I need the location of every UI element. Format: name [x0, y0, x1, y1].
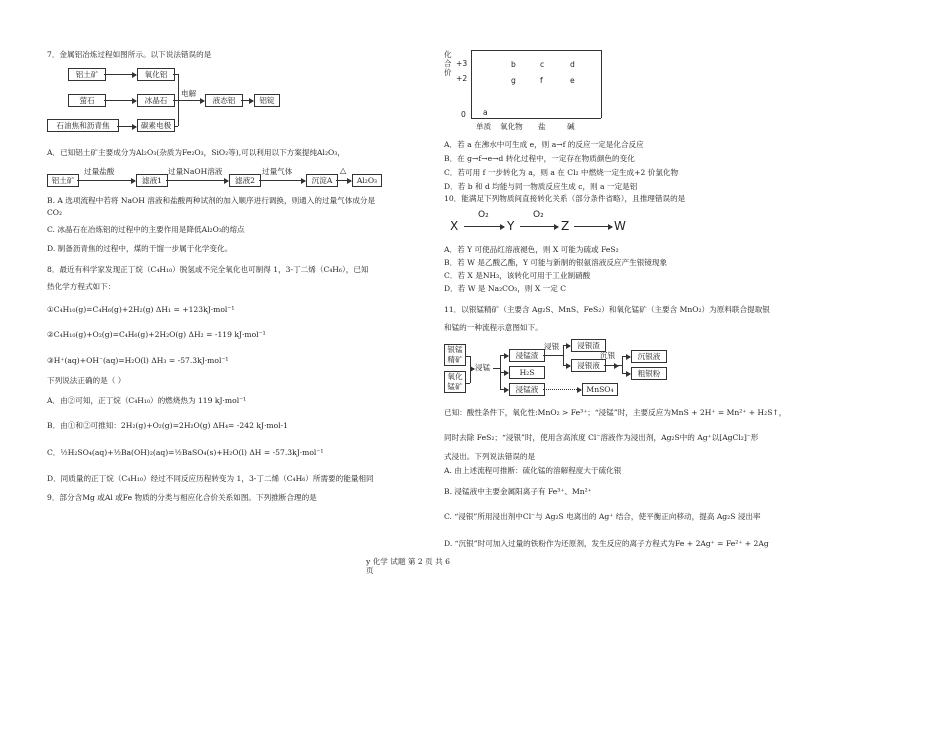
flow-arrow — [117, 126, 136, 127]
flow-arrow — [622, 373, 630, 374]
flow-arrow — [500, 372, 508, 373]
flow-box-fluorite: 萤石 — [68, 94, 106, 107]
flow-box-coke: 石油焦和沥青焦 — [47, 119, 119, 132]
q8-stem-line2: 热化学方程式如下： — [47, 282, 116, 291]
chart-y-tick: +3 — [456, 59, 468, 68]
q8-option-c: C．½H₂SO₄(aq)+½Ba(OH)₂(aq)=½BaSO₄(s)+H₂O(l) ΔH = -57.3kJ·mol⁻¹ — [47, 448, 324, 457]
q11-option-d: D. “沉银”时可加入过量的铁粉作为还原剂，发生反应的离子方程式为Fe + 2Ag⁺ = Fe²⁺ + 2Ag — [444, 539, 769, 548]
flow-arrow — [500, 355, 508, 356]
flow11-ag-leachate: 浸银液 — [571, 359, 606, 372]
flow-box-liquid-al: 液态铝 — [205, 94, 243, 107]
flow-arrow — [563, 365, 570, 366]
chart-frame-top — [471, 50, 601, 51]
q8-equation-3: ③H⁺(aq)+OH⁻(aq)=H₂O(l) ΔH₃ = -57.3kJ·mol⁻¹ — [47, 356, 229, 365]
flow11-mn-residue: 浸锰渣 — [509, 349, 545, 362]
q11-option-a: A. 由上述流程可推断：硫化锰的溶解程度大于硫化银 — [444, 466, 622, 475]
flow-dotted-line — [543, 389, 577, 390]
q11-option-b: B. 浸锰液中主要金属阳离子有 Fe³⁺、Mn²⁺ — [444, 487, 592, 496]
q7-option-b-line2: CO₂ — [47, 208, 63, 217]
flow-line — [543, 355, 563, 356]
flowA-reagent-hcl: 过量盐酸 — [84, 167, 115, 176]
q10-option-b: B．若 W 是乙酸乙酯，Y 可能与新制的银氨溶液反应产生银镜现象 — [444, 258, 668, 267]
flow11-ag-precip-liquid: 沉银液 — [631, 350, 667, 363]
flowA-box-alumina: Al₂O₃ — [352, 174, 382, 187]
flow-arrow — [604, 365, 618, 366]
q8-stem-line1: 8．最近有科学家发现正丁烷（C₄H₁₀）脱氢或不完全氧化也可制得 1，3-丁二烯（C₄H₆），已知 — [47, 265, 369, 274]
flowA-reagent-gas: 过量气体 — [262, 167, 293, 176]
flowA-box-filtrate2: 滤液2 — [229, 174, 261, 187]
q9-option-d: D．若 b 和 d 均能与同一物质反应生成 c，则 a 一定是铝 — [444, 182, 638, 191]
q8-ask: 下列说法正确的是（ ） — [47, 376, 126, 385]
flow-box-bauxite: 铝土矿 — [68, 68, 106, 81]
flow-arrow — [520, 226, 558, 227]
flow-arrow — [104, 74, 136, 75]
q7-option-c: C. 冰晶石在冶炼铝的过程中的主要作用是降低Al₂O₃的熔点 — [47, 225, 245, 234]
flow11-leach-mn: 浸锰 — [475, 363, 491, 372]
flow-box-electrode: 碳素电极 — [137, 119, 175, 132]
flow11-crude-ag: 粗银粉 — [631, 367, 667, 380]
flow-arrow — [577, 389, 581, 390]
chart-x-tick: 氧化物 — [500, 122, 523, 131]
chart-point-d: d — [570, 60, 575, 69]
flow-arrow — [166, 180, 228, 181]
flow-arrow — [259, 180, 305, 181]
q9-option-a: A．若 a 在沸水中可生成 e，则 a→f 的反应一定是化合反应 — [444, 140, 644, 149]
chart-point-c: c — [540, 60, 545, 69]
flowA-box-precipitate: 沉淀A — [306, 174, 338, 187]
flow-arrow — [336, 180, 351, 181]
flow-box-cryolite: 冰晶石 — [137, 94, 175, 107]
q10-stem: 10．能满足下列物质间直接转化关系（部分条件省略），且推理错误的是 — [444, 194, 686, 203]
q8-equation-2: ②C₄H₁₀(g)+O₂(g)=C₄H₆(g)+2H₂O(g) ΔH₂ = -119 kJ·mol⁻¹ — [47, 330, 266, 339]
flow-arrow — [104, 100, 136, 101]
flow-arrow — [464, 226, 504, 227]
q8-option-b: B．由①和②可推知：2H₂(g)+O₂(g)=2H₂O(g) ΔH₄= -242 kJ·mol-1 — [47, 421, 288, 430]
chart-point-a: a — [483, 108, 488, 117]
flow11-leach-ag: 浸银 — [544, 342, 560, 351]
flow11-h2s: H₂S — [509, 366, 545, 379]
chart-x-tick: 单质 — [476, 122, 492, 131]
chart-point-e: e — [570, 76, 575, 85]
q11-note-line3: 式浸出。下列说法错误的是 — [444, 452, 536, 461]
chart-x-tick: 碱 — [567, 122, 575, 131]
q7-option-a: A．已知铝土矿主要成分为Al₂O₃(杂质为Fe₂O₃，SiO₂等),可以利用以下方案提纯Al₂O₃， — [47, 148, 345, 157]
flow-line — [173, 74, 178, 75]
q10-option-d: D．若 W 是 Na₂CO₃，则 X 一定 C — [444, 284, 567, 293]
page-footer: y 化学 试题 第 2 页 共 6 — [366, 557, 451, 566]
flowA-box-filtrate1: 滤液1 — [136, 174, 168, 187]
chart-point-f: f — [540, 76, 543, 85]
chart-x-axis — [471, 118, 601, 119]
flow-line — [493, 368, 500, 369]
q7-stem: 7．金属铝冶炼过程如图所示。以下说法错误的是 — [47, 50, 212, 59]
flow11-precip-ag: 沉银 — [600, 351, 616, 360]
flowA-reagent-naoh: 过量NaOH溶液 — [168, 167, 223, 176]
q11-stem-line1: 11．以银锰精矿（主要含 Ag₂S、MnS、FeS₂）和氧化锰矿（主要含 MnO₂）为原料联合提取银 — [444, 305, 770, 314]
flow-arrow — [622, 356, 630, 357]
q7-option-b-line1: B. A 选项流程中若将 NaOH 溶液和盐酸两种试剂的加入顺序进行调换，则通入的过量气体成分是 — [47, 196, 376, 205]
flow11-ag-residue: 浸银渣 — [571, 339, 606, 352]
flow11-mnso4: MnSO₄ — [582, 383, 618, 396]
flow11-ag-mn-ore: 银锰精矿 — [444, 344, 466, 366]
chart-point-g: g — [511, 76, 516, 85]
chain-z: Z — [561, 219, 570, 233]
chart-y-axis-label: 化合价 — [444, 50, 452, 77]
q9-option-b: B．在 g→f→e→d 转化过程中，一定存在物质颜色的变化 — [444, 154, 635, 163]
flow11-mn-oxide-ore: 氧化锰矿 — [444, 371, 466, 393]
chart-point-b: b — [511, 60, 516, 69]
flow-arrow — [500, 389, 508, 390]
flow-arrow — [563, 345, 570, 346]
q10-option-c: C．若 X 是NH₃，该转化可用于工业制硝酸 — [444, 271, 591, 280]
chain-w: W — [614, 219, 626, 233]
q11-stem-line2: 和锰的一种流程示意图如下。 — [444, 323, 543, 332]
flow-line — [622, 356, 623, 373]
flow-arrow — [241, 100, 253, 101]
chart-y-tick: +2 — [456, 74, 468, 83]
flow-box-alumina: 氧化铝 — [137, 68, 175, 81]
flow-box-ingot: 铝锭 — [254, 94, 280, 107]
q11-option-c: C. “浸银”所用浸出剂中Cl⁻与 Ag₂S 电离出的 Ag⁺ 结合，使平衡正向移动，提高 Ag₂S 浸出率 — [444, 512, 761, 521]
q8-option-a: A．由②可知，正丁烷（C₄H₁₀）的燃烧热为 119 kJ·mol⁻¹ — [47, 396, 247, 405]
q8-equation-1: ①C₄H₁₀(g)=C₄H₆(g)+2H₂(g) ΔH₁ = +123kJ·mol⁻¹ — [47, 305, 235, 314]
flow-arrow — [77, 180, 135, 181]
q7-option-d: D. 制备沥青焦的过程中，煤的干馏一步属于化学变化。 — [47, 244, 233, 253]
flow-arrow — [470, 368, 474, 369]
q8-option-d: D．同质量的正丁烷（C₄H₁₀）经过不同反应历程转变为 1，3-丁二烯（C₄H₆）所需要的能量相同 — [47, 474, 374, 483]
flow-line — [618, 365, 622, 366]
flow-line — [563, 345, 564, 365]
chain-x: X — [450, 219, 459, 233]
chart-frame-right — [601, 50, 602, 118]
q10-option-a: A．若 Y 可使品红溶液褪色，则 X 可能为硫或 FeS₂ — [444, 245, 619, 254]
chain-o2-label: O₂ — [533, 210, 544, 220]
flow-line — [465, 383, 470, 384]
flowA-box-bauxite: 铝土矿 — [47, 174, 79, 187]
electrolysis-label: 电解 — [181, 89, 197, 98]
page-footer-cont: 页 — [366, 566, 374, 575]
chain-y: Y — [507, 219, 515, 233]
chart-y-axis — [471, 50, 472, 118]
q9-stem: 9．部分含Mg 或Al 或Fe 物质的分类与相应化合价关系如图。下列推断合理的是 — [47, 493, 317, 502]
flow11-mn-leachate: 浸锰液 — [509, 383, 545, 396]
chart-x-tick: 盐 — [538, 122, 546, 131]
q11-note-line2: 同时去除 FeS₂；“浸银”时，使用含高浓度 Cl⁻溶液作为浸出剂，Ag₂S中的 Ag⁺以[AgCl₂]⁻形 — [444, 433, 759, 442]
heat-symbol: △ — [340, 166, 347, 175]
chart-y-tick: 0 — [461, 110, 466, 119]
chain-o2-label: O₂ — [478, 210, 489, 220]
q9-option-c: C．若可用 f 一步转化为 a，则 a 在 Cl₂ 中燃烧一定生成+2 价氯化物 — [444, 168, 679, 177]
flow-arrow — [178, 100, 204, 101]
flow-arrow — [574, 226, 612, 227]
q11-note-line1: 已知：酸性条件下，氧化性:MnO₂ > Fe³⁺；“浸锰”时，主要反应为MnS + 2H⁺ = Mn²⁺ + H₂S↑， — [444, 408, 787, 417]
